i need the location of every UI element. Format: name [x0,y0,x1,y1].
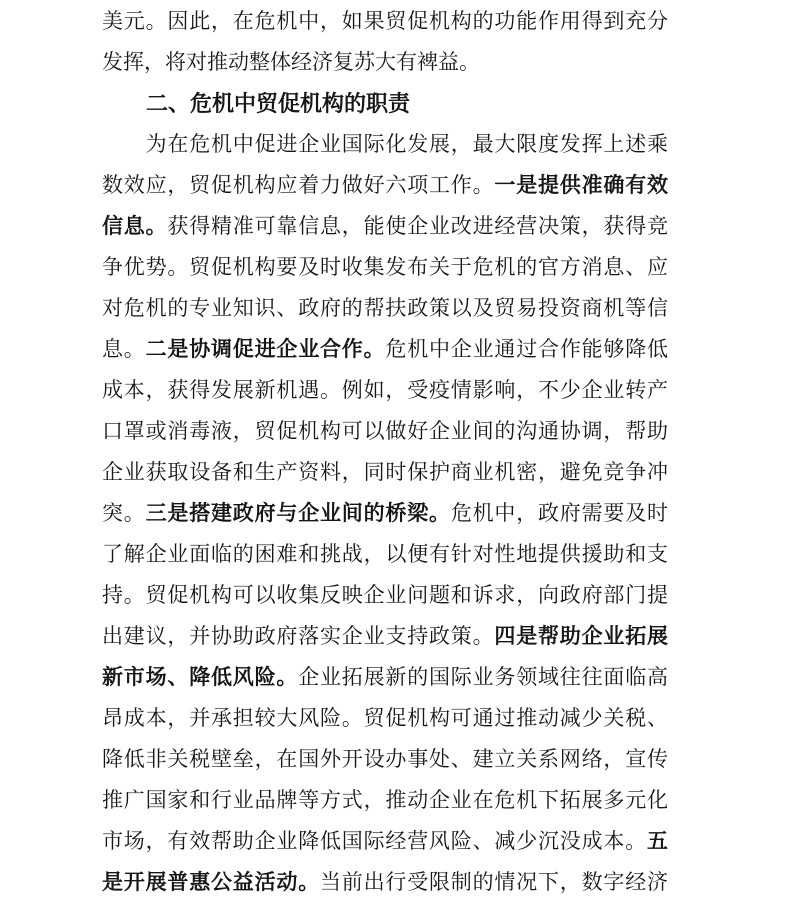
text-run: 持。贸促机构可以收集反映企业问题和诉求，向政府部门提 [102,583,668,607]
bold-text-run: 五 [647,830,668,853]
text-run: 出建议，并协助政府落实企业支持政策。 [102,624,495,648]
text-line [102,534,668,575]
text-line [102,657,668,698]
text-run: 当前出行受限制的情况下，数字经济 [320,870,668,894]
text-line [102,780,668,821]
text-line [102,616,668,657]
text-run: 降低非关税壁垒，在国外开设办事处、建立关系网络，宣传 [102,747,668,771]
text-run: 对危机的专业知识、政府的帮扶政策以及贸易投资商机等信 [102,296,668,320]
text-run: 口罩或消毒液，贸促机构可以做好企业间的沟通协调，帮助 [102,419,668,443]
text-line [102,165,668,206]
text-line [102,575,668,616]
bold-text-run: 是开展普惠公益活动。 [102,871,320,894]
text-line [102,739,668,780]
text-line [102,329,668,370]
text-run: 数效应，贸促机构应着力做好六项工作。 [102,173,495,197]
bold-text-run: 新市场、降低风险。 [102,666,299,689]
text-line [102,206,668,247]
text-run: 危机中，政府需要及时 [450,501,669,525]
bold-text-run: 三是搭建政府与企业间的桥梁。 [145,502,451,525]
bold-text-run: 一是提供准确有效 [494,174,669,197]
text-run: 昂成本，并承担较大风险。贸促机构可通过推动减少关税、 [102,706,668,730]
text-run: 了解企业面临的困难和挑战，以便有针对性地提供援助和支 [102,542,668,566]
text-line [102,493,668,534]
text-line [102,288,668,329]
text-line [102,411,668,452]
text-run: 突。 [102,501,146,525]
text-line [102,821,668,862]
text-line [102,862,668,903]
text-run: 美元。因此，在危机中，如果贸促机构的功能作用得到充分 [102,9,668,33]
text-run: 发挥，将对推动整体经济复苏大有裨益。 [102,50,480,74]
bold-text-run: 二是协调促进企业合作。 [145,338,386,361]
text-run: 危机中企业通过合作能够降低 [385,337,669,361]
text-run: 息。 [102,337,146,361]
text-line [102,698,668,739]
text-run: 企业获取设备和生产资料，同时保护商业机密，避免竞争冲 [102,460,668,484]
bold-text-run: 二、危机中贸促机构的职责 [102,91,411,116]
text-run: 争优势。贸促机构要及时收集发布关于危机的官方消息、应 [102,255,668,279]
text-run: 为在危机中促进企业国际化发展，最大限度发挥上述乘 [102,132,668,156]
text-line [102,1,668,42]
bold-text-run: 四是帮助企业拓展 [494,625,669,648]
text-run: 企业拓展新的国际业务领域往往面临高 [298,665,669,689]
text-line [102,452,668,493]
text-run: 成本，获得发展新机遇。例如，受疫情影响，不少企业转产 [102,378,668,402]
text-run: 市场，有效帮助企业降低国际经营风险、减少沉没成本。 [102,829,647,853]
text-line [102,370,668,411]
text-run: 获得精准可靠信息，能使企业改进经营决策，获得竞 [167,214,669,238]
text-run: 推广国家和行业品牌等方式，推动企业在危机下拓展多元化 [102,788,668,812]
section-heading [102,83,668,124]
bold-text-run: 信息。 [102,215,168,238]
document-text-block [102,1,668,903]
text-line [102,247,668,288]
text-line [102,42,668,83]
text-line [102,124,668,165]
